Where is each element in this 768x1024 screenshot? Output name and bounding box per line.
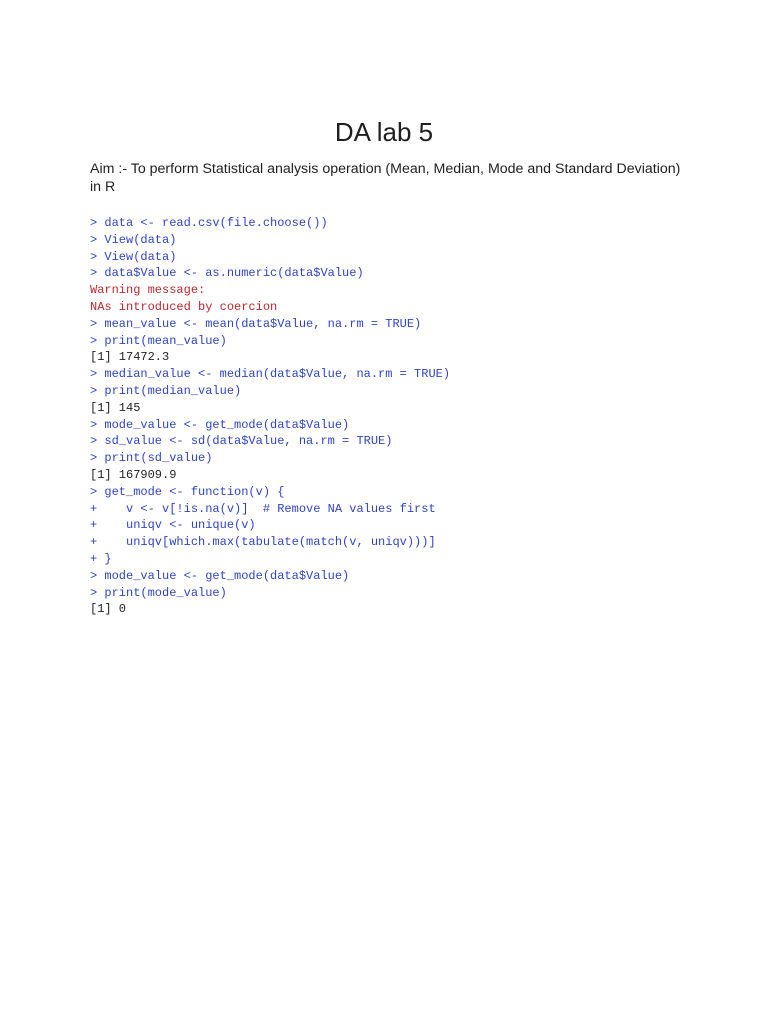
aim-paragraph: Aim :- To perform Statistical analysis operation (Mean, Median, Mode and Standard Deviation) in R: [90, 161, 681, 195]
console-warning-line: Warning message:: [90, 283, 206, 298]
console-line: + v <- v[!is.na(v)] # Remove NA values first: [90, 501, 436, 516]
r-console-transcript: [90, 215, 730, 618]
console-line: > mode_value <- get_mode(data$Value): [90, 568, 350, 583]
console-line: > median_value <- median(data$Value, na.rm = TRUE): [90, 367, 451, 382]
console-line: > View(data): [90, 232, 177, 247]
console-line: > print(mean_value): [90, 333, 227, 348]
console-line: > View(data): [90, 249, 177, 264]
console-line: + uniqv <- unique(v): [90, 518, 256, 533]
console-output-line: [1] 0: [90, 602, 127, 617]
console-output-line: [1] 17472.3: [90, 350, 170, 365]
console-line: > print(sd_value): [90, 451, 213, 466]
console-line: > data$Value <- as.numeric(data$Value): [90, 266, 364, 281]
console-line: > mode_value <- get_mode(data$Value): [90, 417, 350, 432]
console-line: + }: [90, 551, 112, 566]
console-line: > data <- read.csv(file.choose()): [90, 216, 328, 230]
console-line: > get_mode <- function(v) {: [90, 484, 285, 499]
console-output-line: [1] 167909.9: [90, 467, 177, 482]
console-line: > print(median_value): [90, 383, 242, 398]
console-output-line: [1] 145: [90, 400, 141, 415]
console-line: + uniqv[which.max(tabulate(match(v, uniqv)))]: [90, 535, 436, 550]
console-line: > print(mode_value): [90, 585, 227, 600]
page-title: DA lab 5: [334, 117, 434, 147]
console-warning-line: NAs introduced by coercion: [90, 299, 278, 314]
console-line: > sd_value <- sd(data$Value, na.rm = TRUE): [90, 434, 393, 449]
console-line: > mean_value <- mean(data$Value, na.rm = TRUE): [90, 316, 422, 331]
